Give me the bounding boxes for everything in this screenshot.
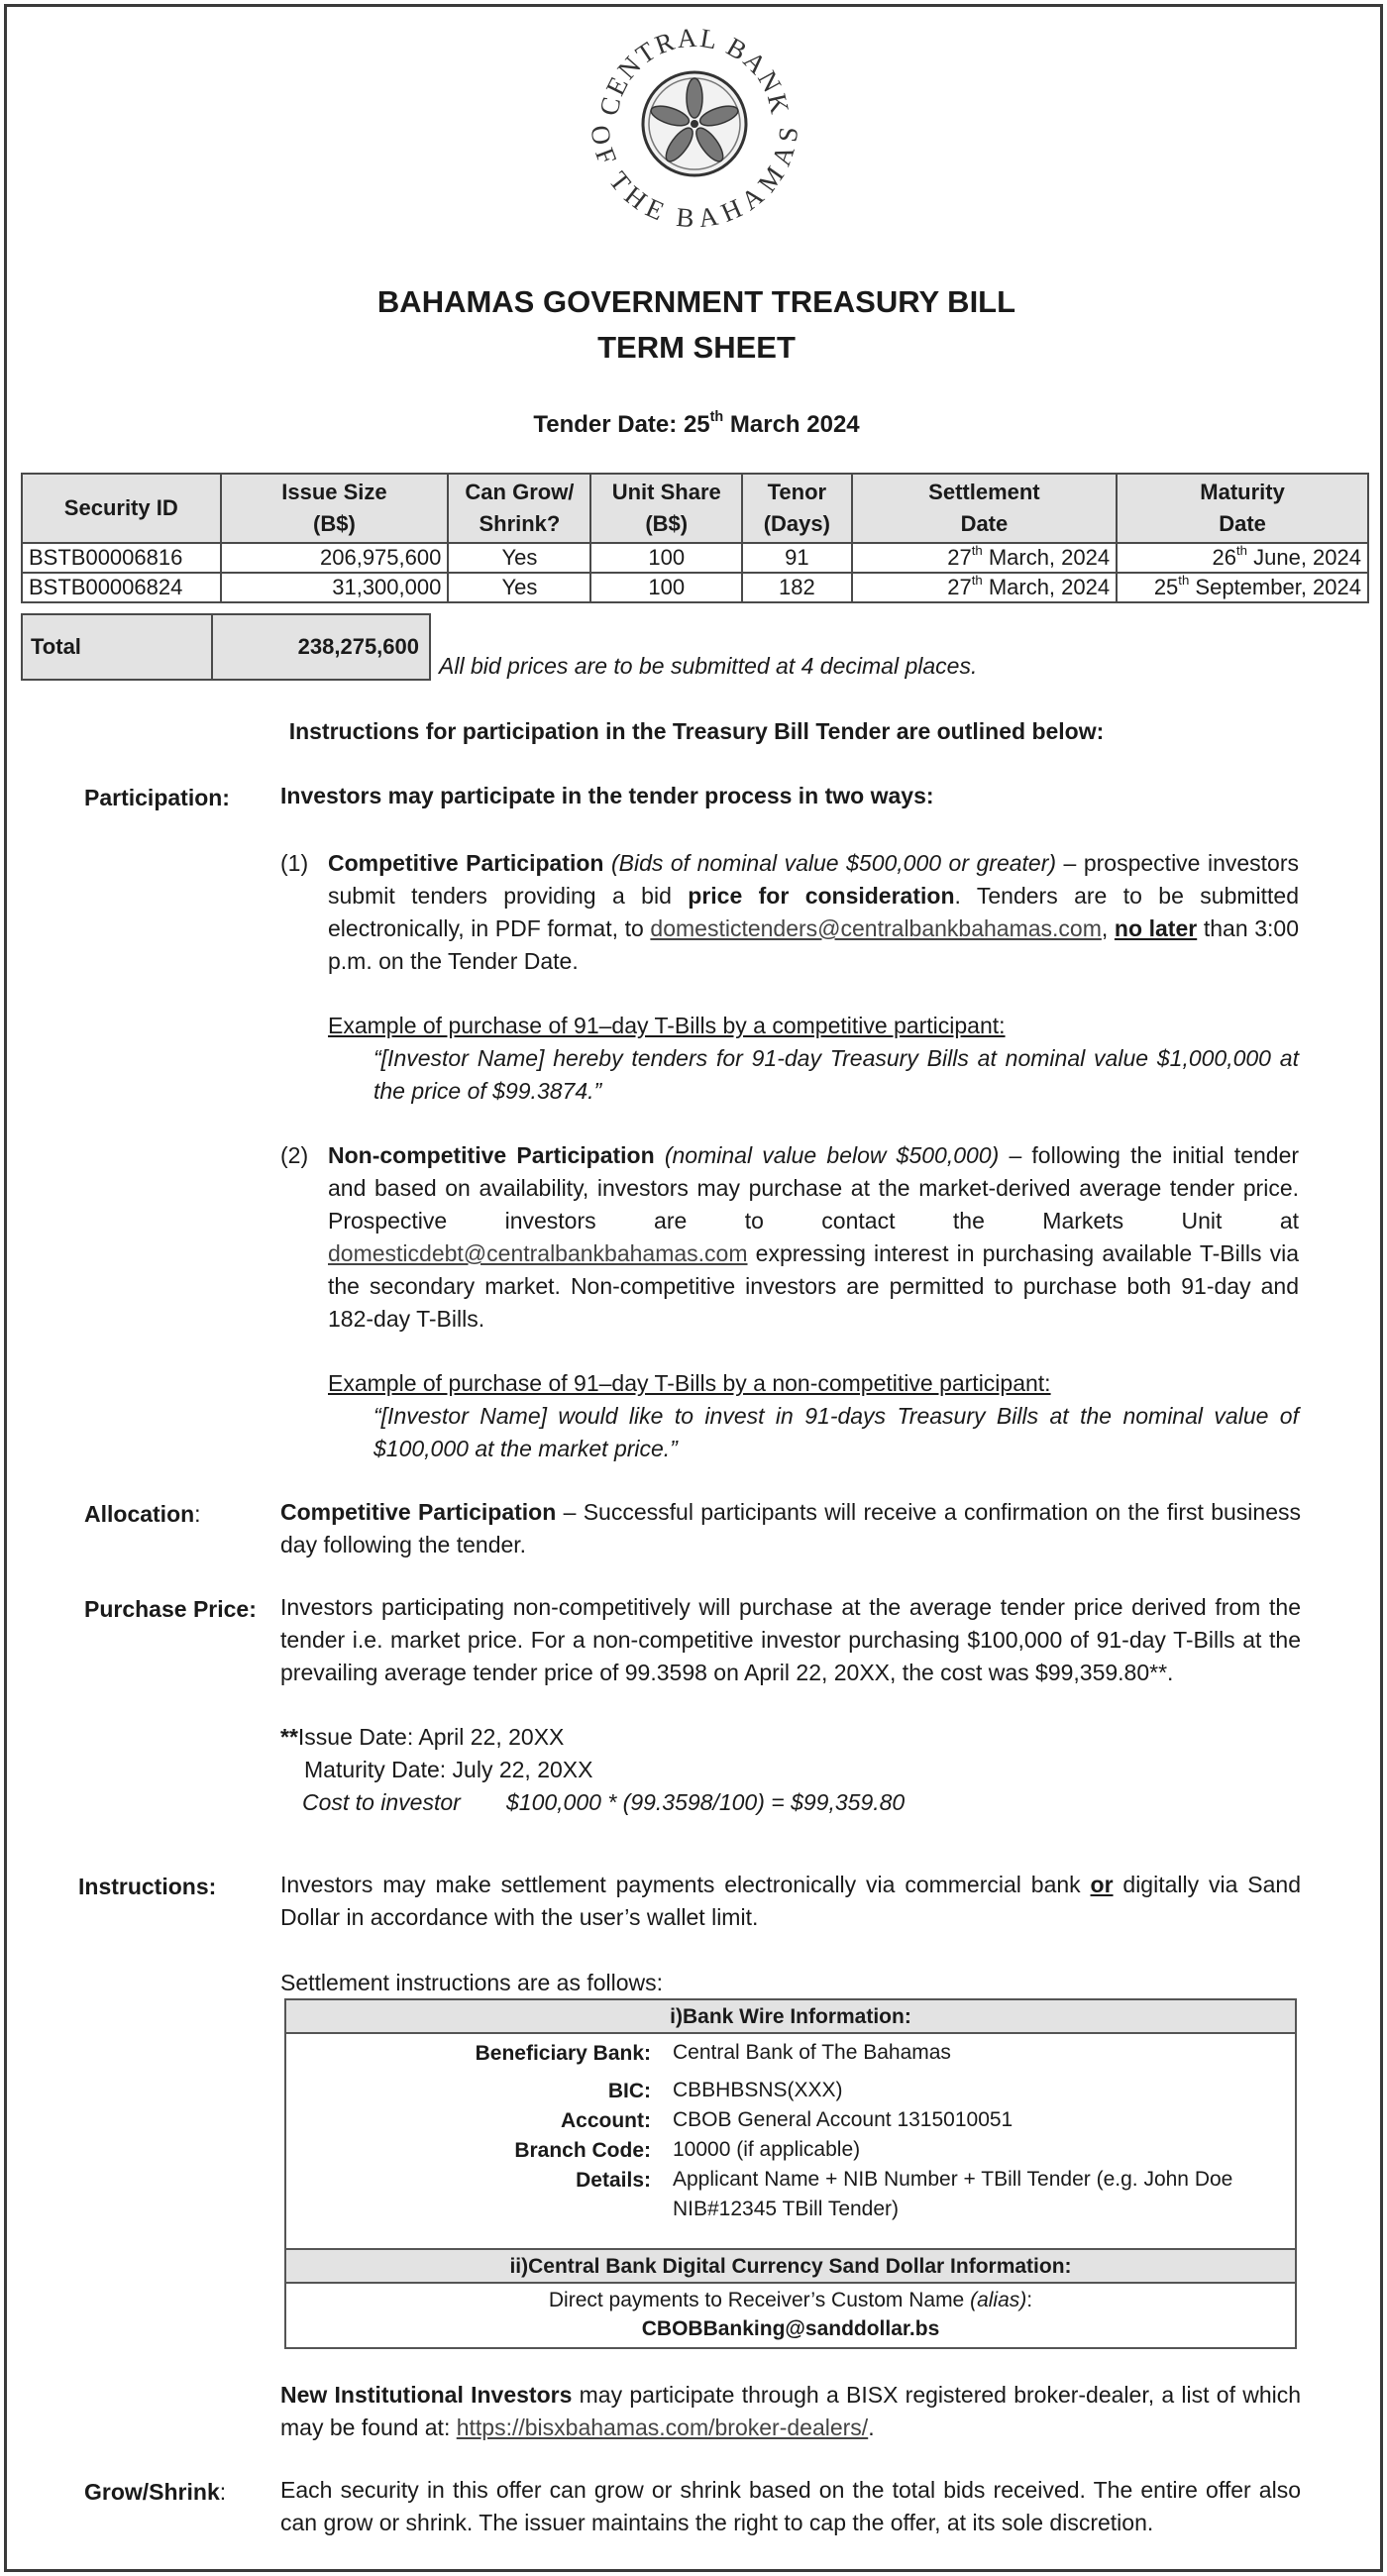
wire-row-bic: BIC: CBBHBSNS(XXX): [607, 2079, 843, 2102]
wire-row-beneficiary: Beneficiary Bank: Central Bank of The Bahamas: [475, 2041, 951, 2065]
tender-date-label: Tender Date:: [533, 411, 678, 438]
wire-row-details: Details: Applicant Name + NIB Number + TBill Tender (e.g. John Doe NIB#12345 TBill Tender): [576, 2168, 1233, 2220]
cell-unit-share: 100: [590, 543, 742, 573]
grow-shrink-text: Each security in this offer can grow or shrink based on the total bids received. The entire offer also can grow or shrink. The issuer maintains the right to cap the offer, at its sole discretion.: [280, 2477, 1301, 2535]
wire-row-branch-code: Branch Code: 10000 (if applicable): [514, 2138, 861, 2162]
col-header-issue-size: Issue Size (B$): [221, 474, 449, 543]
item1-number: (1): [280, 850, 309, 876]
central-bank-logo: [591, 21, 798, 227]
col-header-unit-share: Unit Share (B$): [590, 474, 742, 543]
cell-settlement-date: 27th March, 2024: [852, 573, 1117, 602]
sand-dollar-receiver: Direct payments to Receiver’s Custom Name (alias):: [548, 2289, 1033, 2311]
tender-date-sup: th: [709, 408, 724, 425]
item2-number: (2): [280, 1142, 309, 1168]
col-header-maturity: Maturity Date: [1117, 474, 1368, 543]
logo-text-top: CENTRAL BANK: [593, 22, 796, 119]
non-competitive-example-text: “[Investor Name] would like to invest in 91-days Treasury Bills at the nominal value of $100,000 at the market price.”: [373, 1403, 1299, 1461]
col-header-security-id: Security ID: [22, 474, 221, 543]
competitive-example-text: “[Investor Name] hereby tenders for 91-day Treasury Bills at nominal value $1,000,000 at the price of $99.3874.”: [373, 1045, 1299, 1104]
tender-date-rest: March 2024: [729, 411, 860, 438]
cell-maturity-date: 25th September, 2024: [1117, 573, 1368, 602]
instructions-text: Investors may make settlement payments electronically via commercial bank or digitally via Sand Dollar in accordance with the user’s wallet limit.: [280, 1872, 1301, 1930]
cell-settlement-date: 27th March, 2024: [852, 543, 1117, 573]
purchase-price-text: Investors participating non-competitively will purchase at the average tender price derived from the tender i.e. market price. For a non-competitive investor purchasing $100,000 of 91-day T-Bills at the prevailing average tender price of 99.3598 on April 22, 20XX, the cost was $99,359.80**.: [280, 1594, 1301, 1685]
bank-wire-heading: i)Bank Wire Information:: [286, 2000, 1295, 2034]
tender-date-day: 25: [683, 411, 710, 438]
new-institutional-investors: New Institutional Investors may participate through a BISX registered broker-dealer, a list of which may be found at: https://bisxbahamas.com/broker-dealers/.: [280, 2382, 1302, 2440]
cell-security-id: BSTB00006824: [22, 573, 221, 602]
col-header-can-grow: Can Grow/ Shrink?: [448, 474, 590, 543]
table-row: [22, 543, 1368, 573]
non-competitive-participation-text: Non-competitive Participation (nominal value below $500,000) – following the initial tender and based on availability, investors may purchase at the market-derived average tender price. Prospective investors are to contact the Markets Unit at domesticdebt@centralbankbahamas.com expressing interest in purchasing available T-Bills via the secondary market. Non-competitive investors are permitted to purchase both 91-day and 182-day T-Bills.: [328, 1142, 1300, 1332]
sand-dollar-icon: [591, 21, 798, 227]
bid-decimal-note: All bid prices are to be submitted at 4 decimal places.: [439, 653, 978, 679]
cell-tenor: 91: [742, 543, 852, 573]
example-maturity-date: Maturity Date: July 22, 20XX: [304, 1757, 593, 1782]
sand-dollar-heading: ii)Central Bank Digital Currency Sand Dollar Information:: [286, 2250, 1295, 2284]
sand-dollar-address: CBOBBanking@sanddollar.bs: [641, 2317, 940, 2340]
term-sheet-page: [4, 4, 1383, 2572]
participation-label: Participation:: [84, 785, 230, 810]
bank-wire-box: [284, 1998, 1297, 2250]
instructions-label: Instructions:: [78, 1874, 217, 1899]
cell-issue-size: 31,300,000: [221, 573, 449, 602]
col-header-settlement: Settlement Date: [852, 474, 1117, 543]
cell-can-grow: Yes: [448, 573, 590, 602]
grow-shrink-label: Grow/Shrink:: [84, 2479, 227, 2505]
participation-intro: Investors may participate in the tender process in two ways:: [280, 783, 934, 808]
domestic-debt-email-link[interactable]: domesticdebt@centralbankbahamas.com: [328, 1240, 748, 1266]
domestic-tenders-email-link[interactable]: domestictenders@centralbankbahamas.com: [650, 915, 1102, 941]
cell-tenor: 182: [742, 573, 852, 602]
total-value: 238,275,600: [211, 613, 431, 681]
example-cost-formula: $100,000 * (99.3598/100) = $99,359.80: [506, 1789, 906, 1815]
logo-text-bottom: F THE BAHAMA: [591, 139, 798, 227]
doc-title-line1: BAHAMAS GOVERNMENT TREASURY BILL: [376, 284, 1016, 319]
wire-row-account: Account: CBOB General Account 1315010051: [561, 2108, 1014, 2132]
sand-dollar-box: [284, 2248, 1297, 2349]
doc-title-line2: TERM SHEET: [597, 330, 796, 365]
competitive-example-heading: Example of purchase of 91–day T-Bills by a competitive participant:: [328, 1013, 1006, 1038]
example-cost-label: Cost to investor: [302, 1789, 461, 1815]
allocation-label: Allocation:: [84, 1501, 201, 1527]
purchase-price-label: Purchase Price:: [84, 1596, 257, 1622]
col-header-tenor: Tenor (Days): [742, 474, 852, 543]
cell-maturity-date: 26th June, 2024: [1117, 543, 1368, 573]
securities-table: [21, 473, 1369, 603]
allocation-text: Competitive Participation – Successful participants will receive a confirmation on the first business day following the tender.: [280, 1499, 1301, 1557]
non-competitive-example-heading: Example of purchase of 91–day T-Bills by a non-competitive participant:: [328, 1370, 1051, 1396]
instructions-heading: Instructions for participation in the Treasury Bill Tender are outlined below:: [288, 718, 1105, 744]
tender-date: [7, 408, 1386, 439]
cell-can-grow: Yes: [448, 543, 590, 573]
table-row: [22, 573, 1368, 602]
settlement-intro: Settlement instructions are as follows:: [280, 1970, 664, 1995]
cell-issue-size: 206,975,600: [221, 543, 449, 573]
example-issue-date: **Issue Date: April 22, 20XX: [280, 1724, 565, 1750]
cell-security-id: BSTB00006816: [22, 543, 221, 573]
total-label: Total: [21, 613, 213, 681]
broker-dealers-link[interactable]: https://bisxbahamas.com/broker-dealers/: [456, 2415, 869, 2440]
table-header-row: [22, 474, 1368, 543]
competitive-participation-text: Competitive Participation (Bids of nominal value $500,000 or greater) – prospective investors submit tenders providing a bid price for consideration. Tenders are to be submitted electronically, in PDF format, to domestictenders@centralbankbahamas.com, no later than 3:00 p.m. on the Tender Date.: [328, 850, 1300, 974]
cell-unit-share: 100: [590, 573, 742, 602]
